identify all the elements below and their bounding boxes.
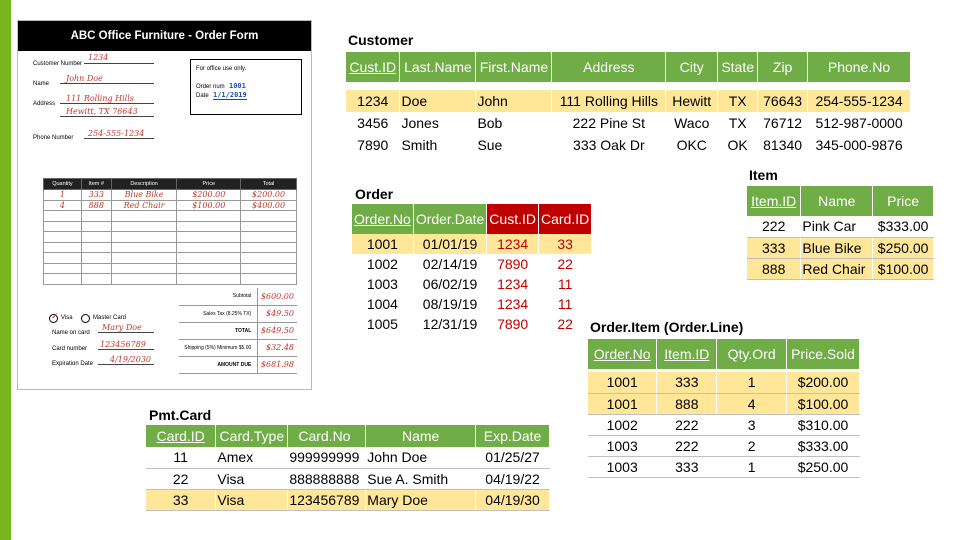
order-item-cell: $310.00	[787, 414, 860, 435]
order-item-cell: 1002	[588, 414, 657, 435]
order-cell: 7890	[487, 254, 539, 274]
item-description: Blue Bike	[111, 190, 177, 201]
item-cell: $333.00	[873, 216, 934, 237]
order-item-cell: $200.00	[787, 372, 860, 393]
order-item-table	[588, 339, 860, 478]
visa-label: Visa	[61, 315, 73, 321]
item-cell: $250.00	[873, 237, 934, 258]
item-cell: 222	[747, 216, 801, 237]
item-price: $200.00	[177, 190, 241, 201]
item-number: 888	[81, 200, 111, 211]
pmt-card-header: Card.Type	[216, 425, 288, 447]
order-row	[352, 234, 592, 254]
order-item-header: Price.Sold	[787, 339, 860, 369]
customer-header: State	[718, 52, 758, 82]
pmt-card-cell: Amex	[216, 447, 288, 468]
order-item-cell: 888	[657, 393, 717, 414]
order-item-header: Qty.Ord	[717, 339, 787, 369]
order-item-cell: $333.00	[787, 435, 860, 456]
subtotal-label: Subtotal	[179, 288, 258, 305]
item-description: Red Chair	[111, 200, 177, 211]
order-cell: 22	[538, 314, 591, 334]
office-use-label: For office use only.	[196, 66, 247, 72]
customer-cell: OK	[718, 134, 758, 156]
item-price: $100.00	[177, 200, 241, 211]
order-cell: 12/31/19	[413, 314, 486, 334]
name-value: John Doe	[66, 74, 103, 83]
items-header-price: Price	[177, 179, 241, 190]
order-item-cell: 1	[717, 372, 787, 393]
pmt-card-table	[146, 425, 550, 511]
customer-header: City	[666, 52, 718, 82]
mastercard-label: Master Card	[93, 315, 127, 321]
customer-header: Zip	[758, 52, 808, 82]
order-cell: 11	[538, 294, 591, 314]
order-cell: 1001	[352, 234, 413, 254]
customer-cell: Sue	[476, 134, 552, 156]
office-use-box	[190, 59, 302, 115]
order-header-foreign-key: Cust.ID	[487, 204, 539, 234]
customer-cell: 76643	[758, 90, 808, 112]
item-table	[747, 186, 934, 280]
address-label: Address	[33, 101, 56, 107]
customer-row	[346, 134, 911, 156]
order-item-cell: 4	[717, 393, 787, 414]
item-qty: 1	[44, 190, 82, 201]
order-cell: 06/02/19	[413, 274, 486, 294]
card-number-value: 123456789	[100, 340, 146, 349]
order-num-label: Order num	[196, 84, 225, 90]
order-cell: 33	[538, 234, 591, 254]
subtotal-value: $600.00	[258, 288, 297, 305]
order-cell: 08/19/19	[413, 294, 486, 314]
customer-cell: 76712	[758, 112, 808, 134]
items-row-empty	[44, 211, 297, 222]
order-cell: 1003	[352, 274, 413, 294]
customer-cell: Doe	[400, 90, 476, 112]
item-total: $200.00	[241, 190, 297, 201]
order-item-header: Order.No	[588, 339, 657, 369]
items-header-total: Total	[241, 179, 297, 190]
order-item-table-title: Order.Item (Order.Line)	[590, 319, 744, 335]
customer-cell: 254-555-1234	[808, 90, 911, 112]
order-cell: 1002	[352, 254, 413, 274]
customer-table	[346, 52, 911, 156]
item-row	[747, 216, 934, 237]
order-cell: 02/14/19	[413, 254, 486, 274]
customer-number-line	[84, 54, 154, 64]
pmt-card-header: Exp.Date	[476, 425, 550, 447]
expiration-label: Expiration Date	[52, 361, 94, 367]
pmt-card-cell: 04/19/30	[476, 489, 550, 510]
mastercard-radio-icon	[81, 314, 90, 323]
amount-due-value: $681.98	[258, 356, 297, 373]
customer-row	[346, 90, 911, 112]
order-item-cell: 1003	[588, 456, 657, 477]
customer-cell: Bob	[476, 112, 552, 134]
phone-value: 254-555-1234	[88, 129, 145, 138]
order-item-cell: 222	[657, 435, 717, 456]
order-row	[352, 314, 592, 334]
order-row	[352, 274, 592, 294]
pmt-card-cell: Visa	[216, 468, 288, 489]
items-header-description: Description	[111, 179, 177, 190]
shipping-value: $32.48	[258, 339, 297, 356]
item-cell: 333	[747, 237, 801, 258]
order-cell: 1004	[352, 294, 413, 314]
customer-cell: 3456	[346, 112, 400, 134]
order-totals-table	[179, 288, 297, 374]
customer-header: Phone.No	[808, 52, 911, 82]
customer-cell: 7890	[346, 134, 400, 156]
customer-cell: Waco	[666, 112, 718, 134]
order-form-title: ABC Office Furniture - Order Form	[18, 21, 311, 51]
customer-cell: 222 Pine St	[552, 112, 666, 134]
order-table	[352, 204, 592, 334]
order-item-cell: 3	[717, 414, 787, 435]
order-header: Order.Date	[413, 204, 486, 234]
customer-cell: OKC	[666, 134, 718, 156]
pmt-card-header: Name	[366, 425, 476, 447]
customer-cell: TX	[718, 90, 758, 112]
customer-table-title: Customer	[348, 32, 414, 48]
customer-cell: Smith	[400, 134, 476, 156]
customer-cell: TX	[718, 112, 758, 134]
name-on-card-value: Mary Doe	[102, 323, 142, 332]
card-number-line	[98, 340, 154, 350]
pmt-card-table-title: Pmt.Card	[149, 407, 212, 423]
order-item-cell: 222	[657, 414, 717, 435]
order-row	[352, 254, 592, 274]
amount-due-label: AMOUNT DUE	[179, 356, 258, 373]
items-row-empty	[44, 274, 297, 285]
order-items-table	[43, 178, 297, 285]
order-item-row	[588, 435, 860, 456]
customer-number-value: 1234	[88, 53, 109, 62]
order-cell: 7890	[487, 314, 539, 334]
item-cell: Pink Car	[801, 216, 873, 237]
order-num-value: 1001	[229, 82, 246, 90]
item-cell: $100.00	[873, 258, 934, 279]
order-header-foreign-key: Card.ID	[538, 204, 591, 234]
pmt-card-cell: 04/19/22	[476, 468, 550, 489]
pmt-card-header: Card.ID	[146, 425, 216, 447]
pmt-card-cell: Sue A. Smith	[366, 468, 476, 489]
order-item-cell: 1	[717, 456, 787, 477]
sales-tax-value: $49.50	[258, 305, 297, 322]
customer-cell: 81340	[758, 134, 808, 156]
order-item-row	[588, 414, 860, 435]
customer-cell: 512-987-0000	[808, 112, 911, 134]
pmt-card-cell: 888888888	[288, 468, 366, 489]
order-cell: 22	[538, 254, 591, 274]
total-label: TOTAL	[179, 322, 258, 339]
date-value: 1/1/2019	[213, 91, 247, 99]
total-value: $649.50	[258, 322, 297, 339]
customer-header: Cust.ID	[346, 52, 400, 82]
order-item-cell: $100.00	[787, 393, 860, 414]
order-item-cell: 2	[717, 435, 787, 456]
items-row	[44, 200, 297, 211]
items-header-item: Item #	[81, 179, 111, 190]
customer-cell: 333 Oak Dr	[552, 134, 666, 156]
order-item-cell: $250.00	[787, 456, 860, 477]
order-item-cell: 1003	[588, 435, 657, 456]
phone-line	[84, 129, 154, 139]
address-line-1	[60, 94, 154, 104]
pmt-card-header: Card.No	[288, 425, 366, 447]
items-row-empty	[44, 242, 297, 253]
item-qty: 4	[44, 200, 82, 211]
order-row	[352, 294, 592, 314]
name-on-card-label: Name on card	[52, 330, 90, 336]
slide-accent-bar	[0, 0, 11, 540]
customer-cell: 111 Rolling Hills	[552, 90, 666, 112]
order-item-row	[588, 393, 860, 414]
pmt-card-cell: 999999999	[288, 447, 366, 468]
expiration-value: 4/19/2030	[110, 355, 152, 364]
item-header: Price	[873, 186, 934, 216]
name-line	[60, 74, 154, 84]
customer-row	[346, 112, 911, 134]
pmt-card-cell: 33	[146, 489, 216, 510]
item-cell: Blue Bike	[801, 237, 873, 258]
item-row	[747, 258, 934, 279]
customer-cell: Hewitt	[666, 90, 718, 112]
items-row-empty	[44, 232, 297, 243]
pmt-card-row	[146, 447, 550, 468]
pmt-card-cell: 22	[146, 468, 216, 489]
item-table-title: Item	[749, 167, 778, 183]
customer-cell: Jones	[400, 112, 476, 134]
pmt-card-cell: John Doe	[366, 447, 476, 468]
card-number-label: Card number	[52, 346, 88, 352]
items-header-quantity: Quantity	[44, 179, 82, 190]
item-header: Item.ID	[747, 186, 801, 216]
items-row-empty	[44, 253, 297, 264]
sales-tax-label: Sales Tax (8.25% TX)	[179, 305, 258, 322]
item-total: $400.00	[241, 200, 297, 211]
item-row	[747, 237, 934, 258]
customer-cell: 1234	[346, 90, 400, 112]
pmt-card-cell: 11	[146, 447, 216, 468]
pmt-card-row	[146, 468, 550, 489]
customer-header: First.Name	[476, 52, 552, 82]
order-item-cell: 333	[657, 372, 717, 393]
order-table-title: Order	[355, 186, 394, 202]
order-header: Order.No	[352, 204, 413, 234]
order-cell: 1005	[352, 314, 413, 334]
items-row-empty	[44, 263, 297, 274]
order-item-cell: 1001	[588, 393, 657, 414]
visa-radio-icon: ✓	[51, 311, 59, 321]
order-item-header: Item.ID	[657, 339, 717, 369]
order-cell: 11	[538, 274, 591, 294]
order-item-row	[588, 372, 860, 393]
name-label: Name	[33, 81, 50, 87]
customer-number-label: Customer Number	[33, 61, 83, 67]
expiration-line	[98, 355, 154, 365]
order-cell: 1234	[487, 234, 539, 254]
phone-label: Phone Number	[33, 135, 74, 141]
item-number: 333	[81, 190, 111, 201]
items-row	[44, 190, 297, 201]
order-item-cell: 333	[657, 456, 717, 477]
items-row-empty	[44, 221, 297, 232]
customer-header: Last.Name	[400, 52, 476, 82]
address-line-2	[60, 107, 154, 117]
order-item-cell: 1001	[588, 372, 657, 393]
address-value-1: 111 Rolling Hills	[66, 94, 134, 103]
pmt-card-cell: 123456789	[288, 489, 366, 510]
order-cell: 01/01/19	[413, 234, 486, 254]
order-cell: 1234	[487, 274, 539, 294]
item-cell: 888	[747, 258, 801, 279]
pmt-card-cell: 01/25/27	[476, 447, 550, 468]
customer-cell: John	[476, 90, 552, 112]
address-value-2: Hewitt, TX 76643	[66, 107, 138, 116]
pmt-card-cell: Visa	[216, 489, 288, 510]
order-item-row	[588, 456, 860, 477]
customer-cell: 345-000-9876	[808, 134, 911, 156]
item-cell: Red Chair	[801, 258, 873, 279]
item-header: Name	[801, 186, 873, 216]
name-on-card-line	[98, 323, 154, 333]
order-form-image	[17, 20, 312, 390]
order-cell: 1234	[487, 294, 539, 314]
customer-header: Address	[552, 52, 666, 82]
date-label: Date	[196, 93, 209, 99]
shipping-label: Shipping (5%) Minimum $5.00	[179, 339, 258, 356]
pmt-card-cell: Mary Doe	[366, 489, 476, 510]
pmt-card-row	[146, 489, 550, 510]
